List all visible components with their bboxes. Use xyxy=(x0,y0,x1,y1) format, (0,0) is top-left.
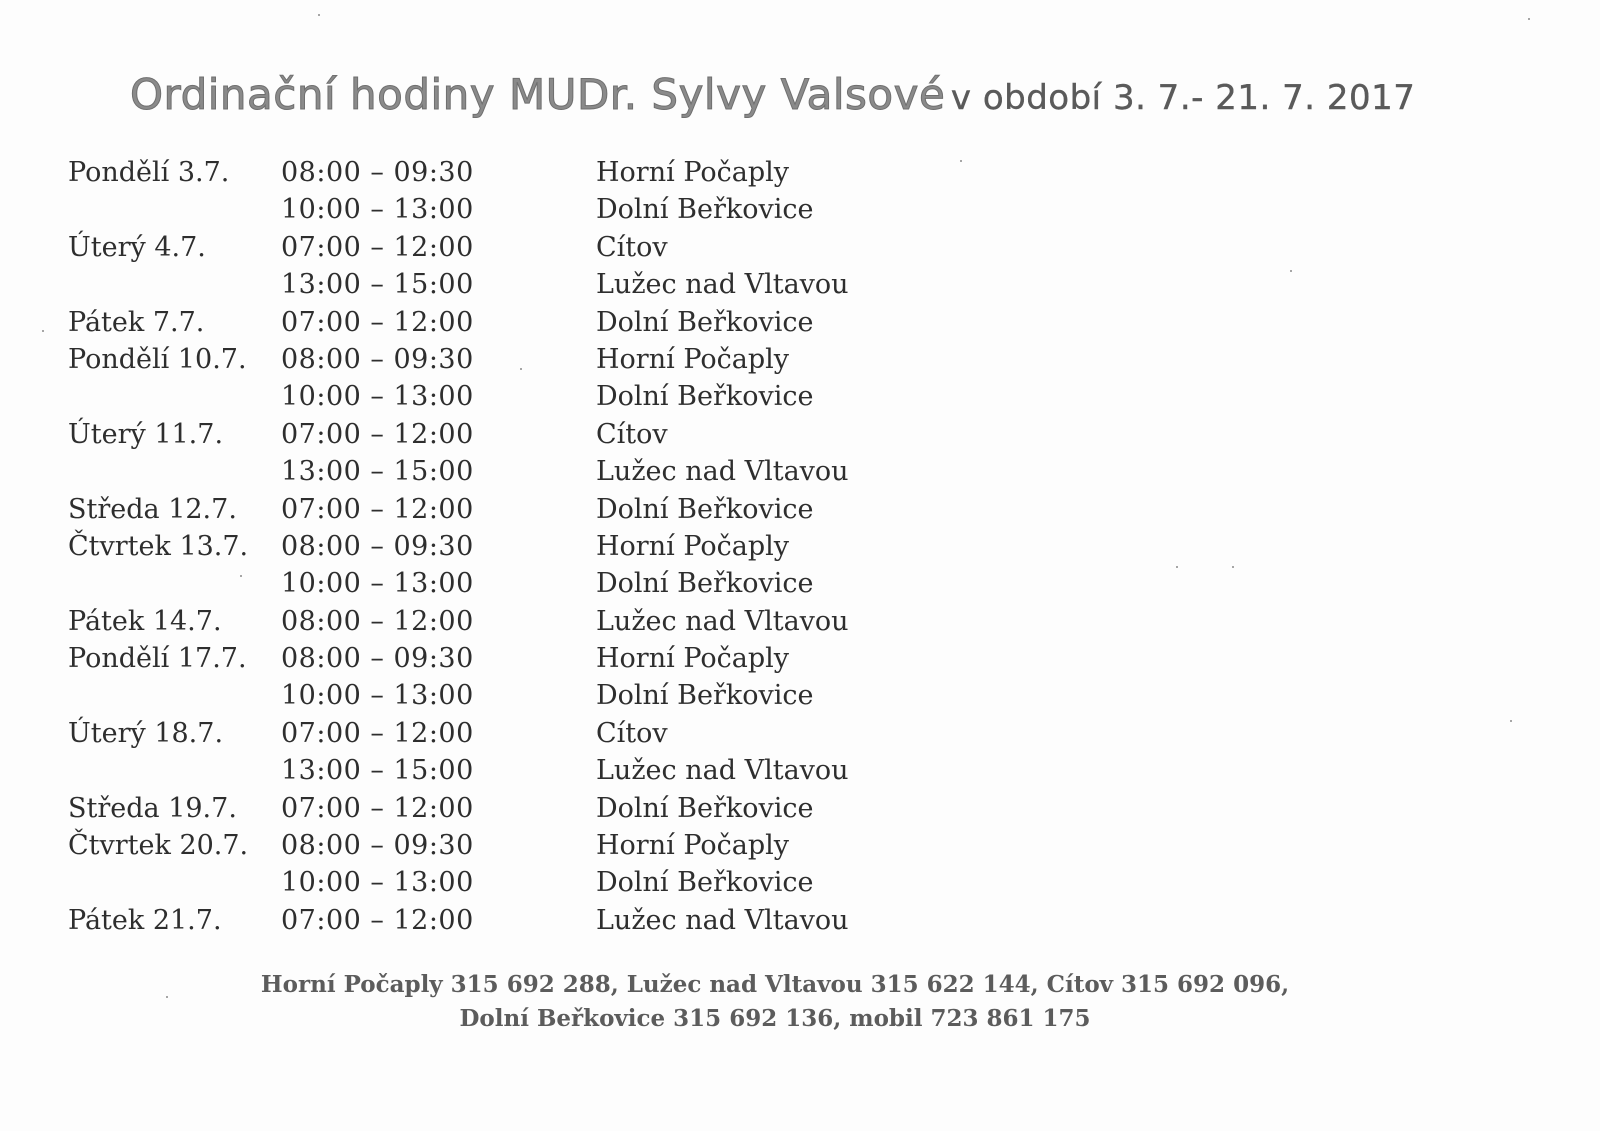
schedule-row xyxy=(68,905,968,942)
scan-speck xyxy=(1176,566,1178,568)
place-cell: Dolní Beřkovice xyxy=(596,568,814,600)
time-cell: 08:00 – 09:30 xyxy=(281,643,474,675)
place-cell: Dolní Beřkovice xyxy=(596,680,814,712)
place-cell: Dolní Beřkovice xyxy=(596,194,814,226)
day-cell: Pátek 7.7. xyxy=(68,306,205,338)
time-cell: 08:00 – 12:00 xyxy=(281,605,474,637)
time-cell: 10:00 – 13:00 xyxy=(281,568,474,600)
schedule-row xyxy=(68,494,968,531)
contact-line-2: Dolní Beřkovice 315 692 136, mobil 723 861 175 xyxy=(459,1005,1091,1032)
schedule-row xyxy=(68,307,968,344)
time-cell: 10:00 – 13:00 xyxy=(281,680,474,712)
schedule-row xyxy=(68,793,968,830)
time-cell: 08:00 – 09:30 xyxy=(281,343,474,375)
time-cell: 07:00 – 12:00 xyxy=(281,493,474,525)
day-cell: Čtvrtek 13.7. xyxy=(68,530,249,562)
schedule-row xyxy=(68,830,968,867)
place-cell: Lužec nad Vltavou xyxy=(596,269,849,301)
day-cell: Čtvrtek 20.7. xyxy=(68,830,249,862)
time-cell: 07:00 – 12:00 xyxy=(281,306,474,338)
schedule-table xyxy=(68,157,968,942)
schedule-row xyxy=(68,867,968,904)
place-cell: Lužec nad Vltavou xyxy=(596,605,849,637)
schedule-row xyxy=(68,232,968,269)
scan-speck xyxy=(1290,270,1292,272)
place-cell: Cítov xyxy=(596,231,668,263)
day-cell: Úterý 4.7. xyxy=(68,231,206,263)
place-cell: Horní Počaply xyxy=(596,830,790,862)
scan-speck xyxy=(318,14,320,16)
day-cell: Středa 12.7. xyxy=(68,493,237,525)
place-cell: Dolní Beřkovice xyxy=(596,306,814,338)
page-title xyxy=(130,70,1470,119)
schedule-row xyxy=(68,718,968,755)
scan-speck xyxy=(1232,566,1234,568)
scan-speck xyxy=(166,996,168,998)
schedule-row xyxy=(68,568,968,605)
place-cell: Dolní Beřkovice xyxy=(596,867,814,899)
place-cell: Horní Počaply xyxy=(596,643,790,675)
schedule-row xyxy=(68,157,968,194)
schedule-row xyxy=(68,531,968,568)
time-cell: 10:00 – 13:00 xyxy=(281,381,474,413)
contact-line-1: Horní Počaply 315 692 288, Lužec nad Vltavou 315 622 144, Cítov 315 692 096, xyxy=(260,971,1290,998)
scan-speck xyxy=(1510,720,1512,722)
place-cell: Lužec nad Vltavou xyxy=(596,904,849,936)
contact-footer xyxy=(0,968,1400,1036)
place-cell: Cítov xyxy=(596,717,668,749)
scan-speck xyxy=(960,160,962,162)
schedule-row xyxy=(68,643,968,680)
time-cell: 08:00 – 09:30 xyxy=(281,830,474,862)
day-cell: Středa 19.7. xyxy=(68,792,237,824)
title-main: Ordinační hodiny MUDr. Sylvy Valsové xyxy=(130,70,946,119)
place-cell: Dolní Beřkovice xyxy=(596,792,814,824)
schedule-row xyxy=(68,419,968,456)
time-cell: 07:00 – 12:00 xyxy=(281,904,474,936)
time-cell: 13:00 – 15:00 xyxy=(281,755,474,787)
time-cell: 10:00 – 13:00 xyxy=(281,867,474,899)
time-cell: 07:00 – 12:00 xyxy=(281,231,474,263)
schedule-row xyxy=(68,269,968,306)
place-cell: Horní Počaply xyxy=(596,157,790,188)
schedule-row xyxy=(68,680,968,717)
day-cell: Úterý 11.7. xyxy=(68,418,224,450)
place-cell: Lužec nad Vltavou xyxy=(596,755,849,787)
schedule-row xyxy=(68,606,968,643)
day-cell: Pondělí 10.7. xyxy=(68,343,247,375)
scan-speck xyxy=(1528,18,1530,20)
time-cell: 07:00 – 12:00 xyxy=(281,792,474,824)
time-cell: 07:00 – 12:00 xyxy=(281,418,474,450)
scan-speck xyxy=(240,575,242,577)
day-cell: Pátek 14.7. xyxy=(68,605,222,637)
time-cell: 13:00 – 15:00 xyxy=(281,456,474,488)
scan-speck xyxy=(42,330,44,332)
day-cell: Pondělí 17.7. xyxy=(68,643,247,675)
place-cell: Dolní Beřkovice xyxy=(596,381,814,413)
time-cell: 13:00 – 15:00 xyxy=(281,269,474,301)
place-cell: Horní Počaply xyxy=(596,343,790,375)
day-cell: Pondělí 3.7. xyxy=(68,157,230,188)
day-cell: Pátek 21.7. xyxy=(68,904,222,936)
schedule-row xyxy=(68,194,968,231)
time-cell: 07:00 – 12:00 xyxy=(281,717,474,749)
schedule-row xyxy=(68,456,968,493)
place-cell: Cítov xyxy=(596,418,668,450)
time-cell: 10:00 – 13:00 xyxy=(281,194,474,226)
schedule-row xyxy=(68,344,968,381)
place-cell: Dolní Beřkovice xyxy=(596,493,814,525)
place-cell: Horní Počaply xyxy=(596,530,790,562)
schedule-row xyxy=(68,755,968,792)
day-cell: Úterý 18.7. xyxy=(68,717,224,749)
schedule-row xyxy=(68,381,968,418)
time-cell: 08:00 – 09:30 xyxy=(281,530,474,562)
scan-speck xyxy=(520,368,522,370)
time-cell: 08:00 – 09:30 xyxy=(281,157,474,188)
title-period: v období 3. 7.- 21. 7. 2017 xyxy=(950,78,1416,118)
place-cell: Lužec nad Vltavou xyxy=(596,456,849,488)
